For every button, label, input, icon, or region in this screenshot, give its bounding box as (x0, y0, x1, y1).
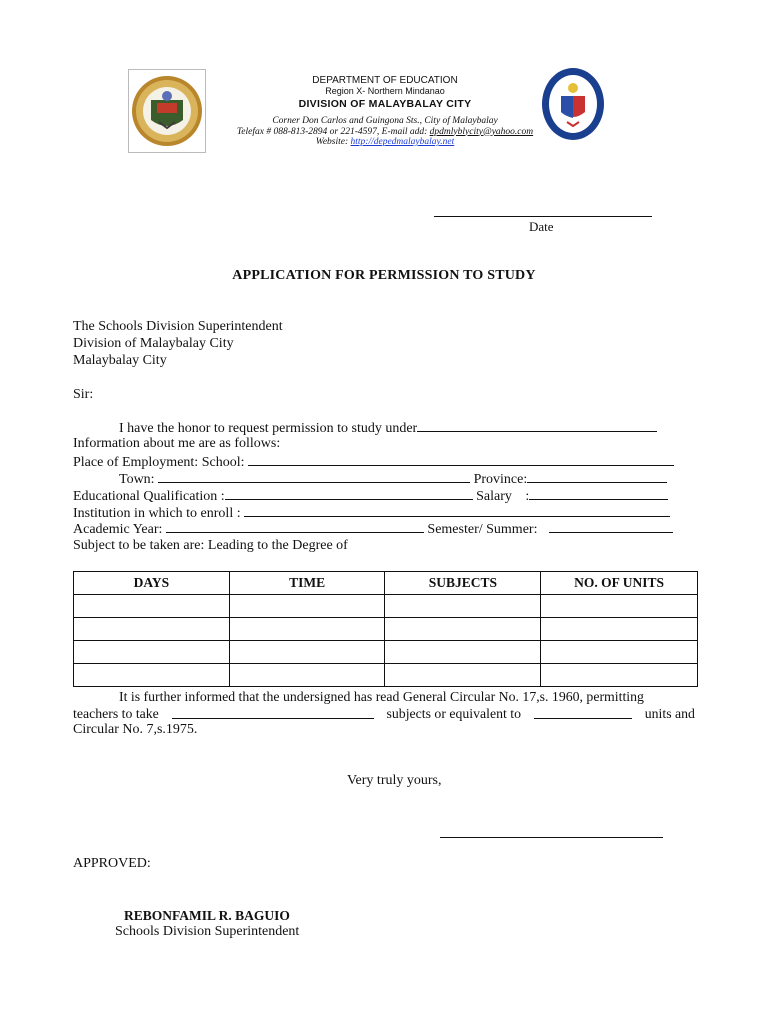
circular-line1: It is further informed that the undersigned has read General Circular No. 17,s. 1960, permitting (119, 689, 644, 704)
table-cell[interactable] (229, 595, 385, 618)
subjects-count-field[interactable] (172, 706, 374, 719)
deped-seal-icon (541, 66, 605, 142)
circular-units-text: units and (644, 706, 695, 721)
study-under-field[interactable] (417, 419, 657, 432)
academic-year-field[interactable] (166, 520, 424, 533)
subject-text: Subject to be taken are: Leading to the Degree of (73, 538, 348, 553)
table-header-row (74, 572, 698, 595)
table-cell[interactable] (74, 595, 230, 618)
semester-field[interactable] (549, 520, 673, 533)
addressee-line1: The Schools Division Superintendent (73, 319, 283, 334)
signatory-name: REBONFAMIL R. BAGUIO (124, 908, 290, 923)
institution-field[interactable] (244, 504, 670, 517)
town-field[interactable] (158, 470, 470, 483)
table-row (74, 595, 698, 618)
table-cell[interactable] (541, 664, 698, 687)
table-cell[interactable] (74, 664, 230, 687)
province-label: Province: (473, 472, 528, 487)
info-text: Information about me are as follows: (73, 436, 281, 451)
table-cell[interactable] (229, 618, 385, 641)
table-cell[interactable] (74, 641, 230, 664)
salary-label: Salary (476, 489, 512, 504)
header-time: TIME (229, 572, 385, 595)
addressee-line2: Division of Malaybalay City (73, 336, 234, 351)
institution-label: Institution in which to enroll : (73, 506, 241, 521)
table-row (74, 641, 698, 664)
town-label: Town: (119, 472, 155, 487)
circular-teachers-text: teachers to take (73, 706, 159, 721)
table-cell[interactable] (385, 595, 541, 618)
signatory-title: Schools Division Superintendent (115, 924, 300, 939)
date-label: Date (529, 219, 554, 234)
table-cell[interactable] (74, 618, 230, 641)
signature-line[interactable] (440, 837, 663, 838)
division-website: Website: http://depedmalaybalay.net (315, 137, 455, 147)
table-row (74, 664, 698, 687)
circular-equivalent-text: subjects or equivalent to (386, 706, 522, 721)
province-field[interactable] (527, 470, 667, 483)
salary-colon: : (525, 489, 530, 504)
closing: Very truly yours, (347, 773, 442, 788)
table-cell[interactable] (385, 664, 541, 687)
header-subjects: SUBJECTS (385, 572, 541, 595)
request-text: I have the honor to request permission to study under (119, 421, 418, 436)
salary-field[interactable] (529, 487, 668, 500)
table-cell[interactable] (541, 595, 698, 618)
educ-field[interactable] (225, 487, 473, 500)
table-cell[interactable] (229, 641, 385, 664)
division-telefax: Telefax # 088-813-2894 or 221-4597, E-mail add: dpdmlyblycity@yahoo.com (236, 126, 534, 137)
region-name: Region X- Northern Mindanao (325, 86, 445, 96)
date-line[interactable] (434, 216, 652, 217)
website-link[interactable]: http://depedmalaybalay.net (350, 137, 455, 147)
header-days: DAYS (74, 572, 230, 595)
academic-label: Academic Year: (73, 522, 163, 537)
educ-label: Educational Qualification : (73, 489, 225, 504)
header-units: NO. OF UNITS (541, 572, 698, 595)
units-field[interactable] (534, 706, 632, 719)
table-cell[interactable] (541, 641, 698, 664)
email-link[interactable]: dpdmlyblycity@yahoo.com (429, 126, 534, 137)
approved-label: APPROVED: (73, 856, 151, 871)
table-row (74, 618, 698, 641)
document-title: APPLICATION FOR PERMISSION TO STUDY (232, 268, 536, 283)
salutation: Sir: (73, 387, 94, 402)
division-address: Corner Don Carlos and Guingona Sts., City of Malaybalay (272, 116, 498, 126)
division-seal-icon (128, 69, 206, 153)
table-cell[interactable] (385, 618, 541, 641)
place-label: Place of Employment: School: (73, 455, 245, 470)
table-cell[interactable] (385, 641, 541, 664)
semester-label: Semester/ Summer: (427, 522, 538, 537)
dept-name: DEPARTMENT OF EDUCATION (312, 75, 458, 86)
schedule-table (73, 571, 698, 687)
division-name: DIVISION OF MALAYBALAY CITY (298, 98, 472, 110)
table-cell[interactable] (229, 664, 385, 687)
addressee-line3: Malaybalay City (73, 353, 167, 368)
circular-line3: Circular No. 7,s.1975. (73, 722, 198, 737)
school-field[interactable] (248, 453, 674, 466)
table-cell[interactable] (541, 618, 698, 641)
